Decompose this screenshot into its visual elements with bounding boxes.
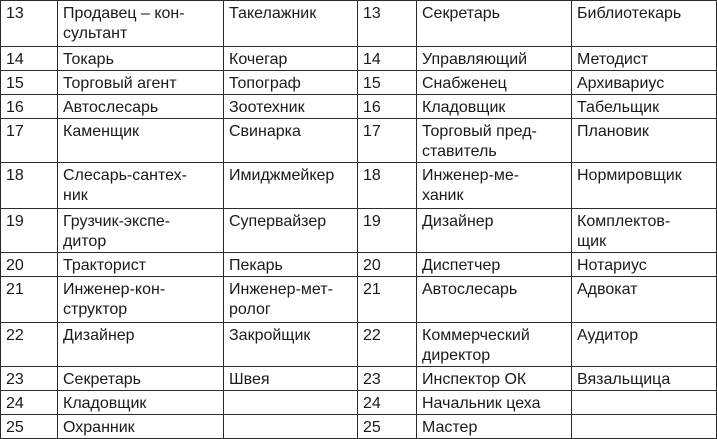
profession-c: Инспектор ОК (417, 367, 572, 391)
table-row (1, 71, 717, 95)
profession-b: Пекарь (224, 253, 358, 277)
table-row (1, 323, 717, 367)
profession-c: Секретарь (417, 1, 572, 47)
table-row (1, 415, 717, 439)
profession-a: Грузчик-экспе- дитор (58, 209, 224, 253)
profession-b: Кочегар (224, 47, 358, 71)
profession-a: Каменщик (58, 119, 224, 163)
profession-c: Диспетчер (417, 253, 572, 277)
profession-d: Нотариус (572, 253, 717, 277)
row-number: 15 (1, 71, 58, 95)
profession-c: Мастер (417, 415, 572, 439)
row-number-2: 16 (358, 95, 417, 119)
profession-d: Вязальщица (572, 367, 717, 391)
table-body (1, 1, 717, 439)
row-number: 18 (1, 163, 58, 209)
row-number: 21 (1, 277, 58, 323)
profession-c: Торговый пред- ставитель (417, 119, 572, 163)
profession-c: Начальник цеха (417, 391, 572, 415)
table-row (1, 119, 717, 163)
profession-d (572, 415, 717, 439)
row-number: 19 (1, 209, 58, 253)
profession-c: Снабженец (417, 71, 572, 95)
profession-c: Инженер-ме- ханик (417, 163, 572, 209)
row-number: 23 (1, 367, 58, 391)
row-number: 24 (1, 391, 58, 415)
profession-b: Топограф (224, 71, 358, 95)
row-number-2: 22 (358, 323, 417, 367)
profession-d: Плановик (572, 119, 717, 163)
table-row (1, 367, 717, 391)
profession-c: Автослесарь (417, 277, 572, 323)
profession-a: Охранник (58, 415, 224, 439)
table-row (1, 253, 717, 277)
profession-a: Тракторист (58, 253, 224, 277)
profession-b: Зоотехник (224, 95, 358, 119)
row-number: 13 (1, 1, 58, 47)
profession-d: Аудитор (572, 323, 717, 367)
profession-d: Табельщик (572, 95, 717, 119)
row-number-2: 20 (358, 253, 417, 277)
profession-d: Методист (572, 47, 717, 71)
table-row (1, 95, 717, 119)
row-number: 17 (1, 119, 58, 163)
row-number-2: 23 (358, 367, 417, 391)
table-row (1, 47, 717, 71)
table-row (1, 163, 717, 209)
row-number-2: 17 (358, 119, 417, 163)
profession-d: Адвокат (572, 277, 717, 323)
profession-a: Инженер-кон- структор (58, 277, 224, 323)
row-number: 16 (1, 95, 58, 119)
profession-a: Кладовщик (58, 391, 224, 415)
profession-a: Автослесарь (58, 95, 224, 119)
profession-b (224, 415, 358, 439)
profession-b: Такелажник (224, 1, 358, 47)
table-row (1, 277, 717, 323)
row-number: 14 (1, 47, 58, 71)
profession-c: Коммерческий директор (417, 323, 572, 367)
profession-c: Кладовщик (417, 95, 572, 119)
row-number: 22 (1, 323, 58, 367)
profession-a: Слесарь-сантех- ник (58, 163, 224, 209)
profession-d: Архивариус (572, 71, 717, 95)
row-number-2: 21 (358, 277, 417, 323)
profession-b: Закройщик (224, 323, 358, 367)
profession-d (572, 391, 717, 415)
profession-b: Инженер-мет- ролог (224, 277, 358, 323)
profession-a: Торговый агент (58, 71, 224, 95)
profession-d: Библиотекарь (572, 1, 717, 47)
profession-b: Имиджмейкер (224, 163, 358, 209)
profession-b: Супервайзер (224, 209, 358, 253)
profession-d: Нормировщик (572, 163, 717, 209)
profession-b (224, 391, 358, 415)
profession-a: Продавец – кон- сультант (58, 1, 224, 47)
table-row (1, 209, 717, 253)
row-number-2: 24 (358, 391, 417, 415)
profession-d: Комплектов- щик (572, 209, 717, 253)
row-number: 20 (1, 253, 58, 277)
profession-b: Швея (224, 367, 358, 391)
table-row (1, 391, 717, 415)
profession-a: Токарь (58, 47, 224, 71)
row-number-2: 15 (358, 71, 417, 95)
profession-a: Дизайнер (58, 323, 224, 367)
row-number-2: 18 (358, 163, 417, 209)
row-number-2: 14 (358, 47, 417, 71)
row-number: 25 (1, 415, 58, 439)
profession-c: Дизайнер (417, 209, 572, 253)
profession-b: Свинарка (224, 119, 358, 163)
row-number-2: 13 (358, 1, 417, 47)
profession-c: Управляющий (417, 47, 572, 71)
profession-a: Секретарь (58, 367, 224, 391)
table-row (1, 1, 717, 47)
row-number-2: 19 (358, 209, 417, 253)
row-number-2: 25 (358, 415, 417, 439)
